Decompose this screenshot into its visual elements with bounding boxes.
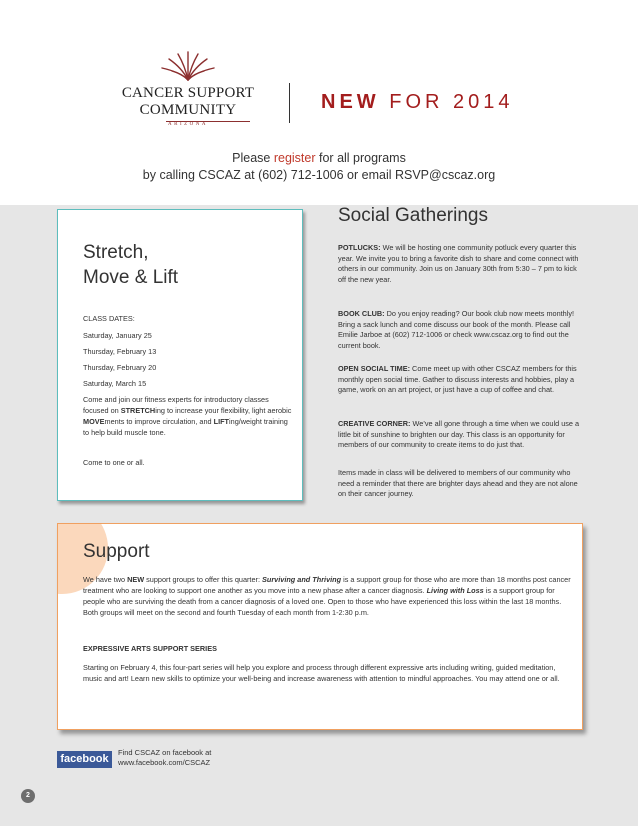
text-run: support groups to offer this quarter: xyxy=(144,575,263,584)
text-run: Come and join our fitness experts for introductory classes focused on xyxy=(83,395,269,415)
bold-italic-run: Living with Loss xyxy=(426,586,484,595)
stretch-title-line-1: Stretch, xyxy=(83,242,149,263)
bold-run: NEW xyxy=(127,575,145,584)
headline-new: NEW xyxy=(321,91,380,113)
text-run: is a support group for people who are surviving the death from a cancer diagnosis of a loved one. Open to those who have experienced this loss within the last 18 months. Both groups will meet on the second and fourth Tuesday of each month from 1-2:30 p.m. xyxy=(83,586,562,617)
text-run: ments to improve circulation, and xyxy=(104,417,214,426)
facebook-logo: facebook xyxy=(57,751,112,768)
logo-rays-icon xyxy=(158,48,218,82)
book-club-label: BOOK CLUB: xyxy=(338,309,385,318)
class-date: Saturday, January 25 xyxy=(83,331,152,340)
potlucks-paragraph xyxy=(338,243,583,285)
header-divider xyxy=(289,83,290,123)
potlucks-text: We will be hosting one community potluck every quarter this year. We invite you to bring a favorite dish to share and come connect with others in our community. Join us on January 30th from 5:30 – 7 pm to kick off the new year. xyxy=(338,243,579,284)
stretch-title xyxy=(83,240,178,290)
headline xyxy=(321,91,514,114)
support-description xyxy=(83,574,573,618)
facebook-line-1: Find CSCAZ on facebook at xyxy=(118,748,212,757)
register-link[interactable]: register xyxy=(273,151,316,165)
class-dates-label: CLASS DATES: xyxy=(83,314,135,323)
facebook-info xyxy=(118,748,211,768)
stretch-description xyxy=(83,394,293,438)
open-social-paragraph xyxy=(338,364,583,396)
social-gatherings-title: Social Gatherings xyxy=(338,205,488,226)
text-run: ing to increase your flexibility, light aerobic xyxy=(155,406,292,415)
bold-italic-run: Surviving and Thriving xyxy=(262,575,342,584)
open-social-label: OPEN SOCIAL TIME: xyxy=(338,364,411,373)
logo-line-2: COMMUNITY xyxy=(139,102,237,118)
stretch-move-lift-card xyxy=(57,209,303,501)
expressive-arts-description: Starting on February 4, this four-part series will help you explore and process through different expressive arts including writing, guided meditation, music and art! Learn new skills to optimize your well-being and increase awareness with attention to mindful approaches. You may attend one or all. xyxy=(83,663,560,683)
logo-line-3: ARIZONA xyxy=(168,122,208,127)
expressive-arts-heading: EXPRESSIVE ARTS SUPPORT SERIES xyxy=(83,644,217,653)
bold-run: STRETCH xyxy=(120,406,156,415)
cancer-support-community-logo xyxy=(106,48,276,138)
text-run: ing/weight training to help build muscle tone. xyxy=(83,417,288,437)
contact-line: by calling CSCAZ at (602) 712-1006 or email RSVP@cscaz.org xyxy=(142,168,496,182)
book-club-paragraph xyxy=(338,309,583,351)
class-date: Saturday, March 15 xyxy=(83,379,147,388)
open-social-text: Come meet up with other CSCAZ members for this monthly open social time. Gather to discuss interests and hobbies, play a game, work on an art project, or just have a cup of coffee and chat. xyxy=(338,364,577,394)
items-paragraph: Items made in class will be delivered to members of our community who need a reminder that there are brighter days ahead and they are not alone on their cancer journey. xyxy=(338,468,578,498)
headline-rest: FOR 2014 xyxy=(379,91,514,113)
bold-run: LIFT xyxy=(213,417,230,426)
support-title: Support xyxy=(83,541,150,562)
class-date: Thursday, February 13 xyxy=(83,347,157,356)
register-after: for all programs xyxy=(315,151,406,165)
support-card xyxy=(57,523,583,730)
facebook-url[interactable]: www.facebook.com/CSCAZ xyxy=(118,758,211,767)
logo-line-1: CANCER SUPPORT xyxy=(121,85,255,101)
register-before: Please xyxy=(232,151,274,165)
creative-corner-label: CREATIVE CORNER: xyxy=(338,419,411,428)
class-date: Thursday, February 20 xyxy=(83,363,157,372)
creative-corner-paragraph xyxy=(338,419,583,451)
text-run: is a support group for those who are more than 18 months post cancer treatment who are looking to support one another as you move into a new phase after a cancer diagnosis. xyxy=(83,575,571,595)
text-run: We have two xyxy=(83,575,128,584)
potlucks-label: POTLUCKS: xyxy=(338,243,381,252)
bold-run: MOVE xyxy=(83,417,105,426)
page-number: 2 xyxy=(21,789,35,803)
stretch-title-line-2: Move & Lift xyxy=(83,267,179,288)
register-line xyxy=(0,151,638,165)
book-club-text: Do you enjoy reading? Our book club now meets monthly! Bring a sack lunch and come discuss our book of the month. Please call Emilie Jarboe at (602) 712-1006 or check www.cscaz.org to find out the current book. xyxy=(338,309,575,350)
stretch-closing: Come to one or all. xyxy=(83,458,145,467)
creative-corner-text: We’ve all gone through a time when we could use a little bit of sunshine to brighten our day. This class is an opportunity for members of our community to create items to do just that. xyxy=(338,419,580,449)
